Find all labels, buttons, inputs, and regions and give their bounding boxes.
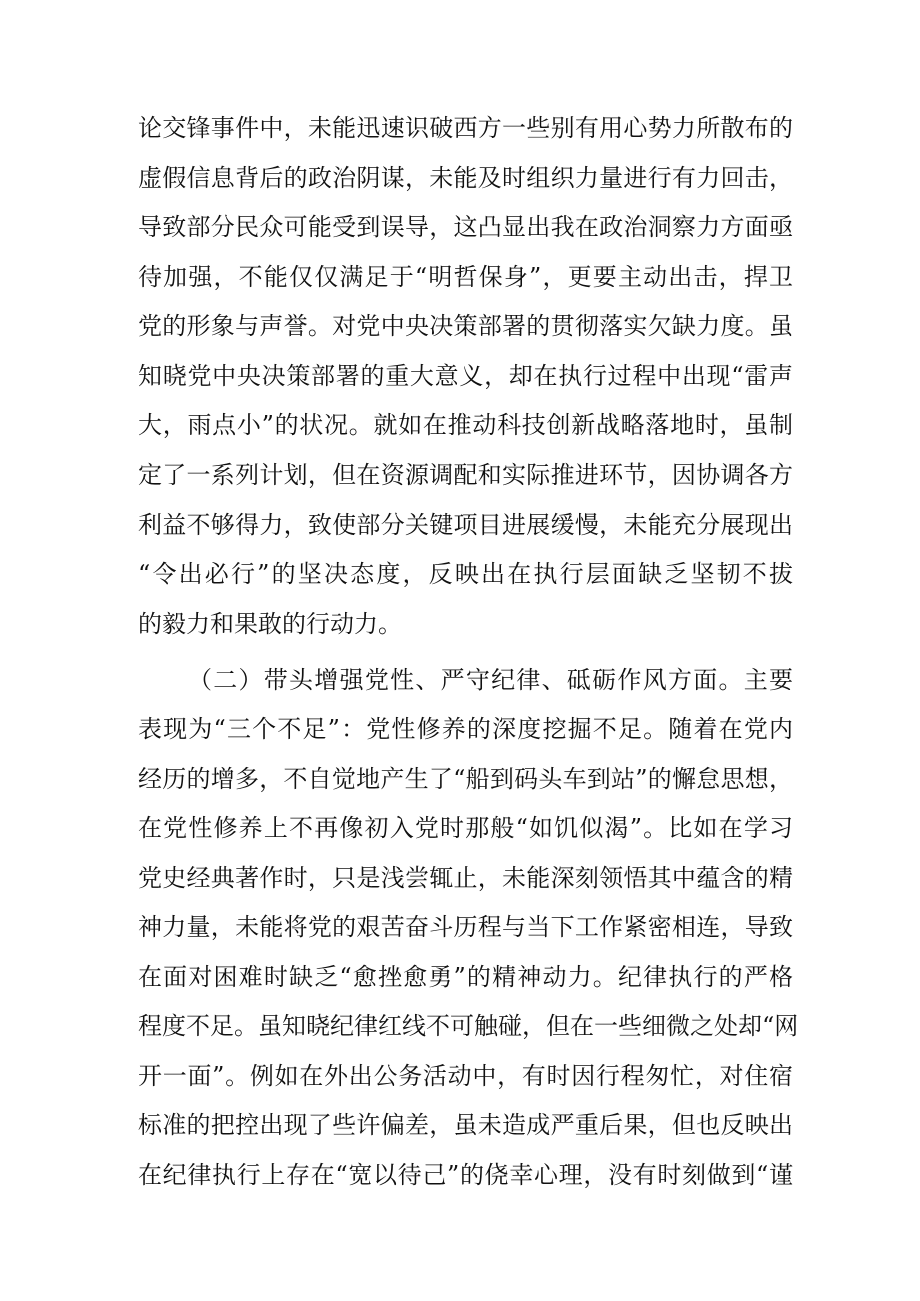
paragraph-line: 开一面”。例如在外出公务活动中，有时因行程匆忙，对住宿 bbox=[138, 1062, 793, 1090]
paragraph-line: 神力量，未能将党的艰苦奋斗历程与当下工作紧密相连，导致 bbox=[138, 913, 793, 941]
section-heading-line: （二）带头增强党性、严守纪律、砥砺作风方面。主要 bbox=[188, 666, 793, 694]
paragraph-line: 在面对困难时缺乏“愈挫愈勇”的精神动力。纪律执行的严格 bbox=[138, 963, 793, 991]
paragraph-line: 的毅力和果敢的行动力。 bbox=[138, 610, 402, 638]
paragraph-line: “令出必行”的坚决态度，反映出在执行层面缺乏坚韧不拔 bbox=[138, 560, 793, 588]
paragraph-line: 待加强，不能仅仅满足于“明哲保身”，更要主动出击，捍卫 bbox=[138, 263, 793, 291]
paragraph-line: 利益不够得力，致使部分关键项目进展缓慢，未能充分展现出 bbox=[138, 511, 793, 539]
paragraph-line: 虚假信息背后的政治阴谋，未能及时组织力量进行有力回击， bbox=[138, 164, 793, 192]
paragraph-line: 导致部分民众可能受到误导，这凸显出我在政治洞察力方面亟 bbox=[138, 213, 793, 241]
paragraph-line: 定了一系列计划，但在资源调配和实际推进环节，因协调各方 bbox=[138, 461, 793, 489]
paragraph-line: 表现为“三个不足”：党性修养的深度挖掘不足。随着在党内 bbox=[138, 715, 793, 743]
paragraph-line: 知晓党中央决策部署的重大意义，却在执行过程中出现“雷声 bbox=[138, 362, 793, 390]
paragraph-line: 标准的把控出现了些许偏差，虽未造成严重后果，但也反映出 bbox=[138, 1111, 793, 1139]
paragraph-line: 党史经典著作时，只是浅尝辄止，未能深刻领悟其中蕴含的精 bbox=[138, 864, 793, 892]
paragraph-line: 经历的增多，不自觉地产生了“船到码头车到站”的懈怠思想， bbox=[138, 765, 793, 793]
paragraph-line: 在纪律执行上存在“宽以待己”的侥幸心理，没有时刻做到“谨 bbox=[138, 1161, 793, 1189]
paragraph-line: 论交锋事件中，未能迅速识破西方一些别有用心势力所散布的 bbox=[138, 114, 793, 142]
paragraph-line: 大，雨点小”的状况。就如在推动科技创新战略落地时，虽制 bbox=[138, 411, 793, 439]
paragraph-line: 程度不足。虽知晓纪律红线不可触碰，但在一些细微之处却“网 bbox=[138, 1012, 799, 1040]
paragraph-line: 在党性修养上不再像初入党时那般“如饥似渴”。比如在学习 bbox=[138, 814, 793, 842]
paragraph-line: 党的形象与声誉。对党中央决策部署的贯彻落实欠缺力度。虽 bbox=[138, 312, 793, 340]
